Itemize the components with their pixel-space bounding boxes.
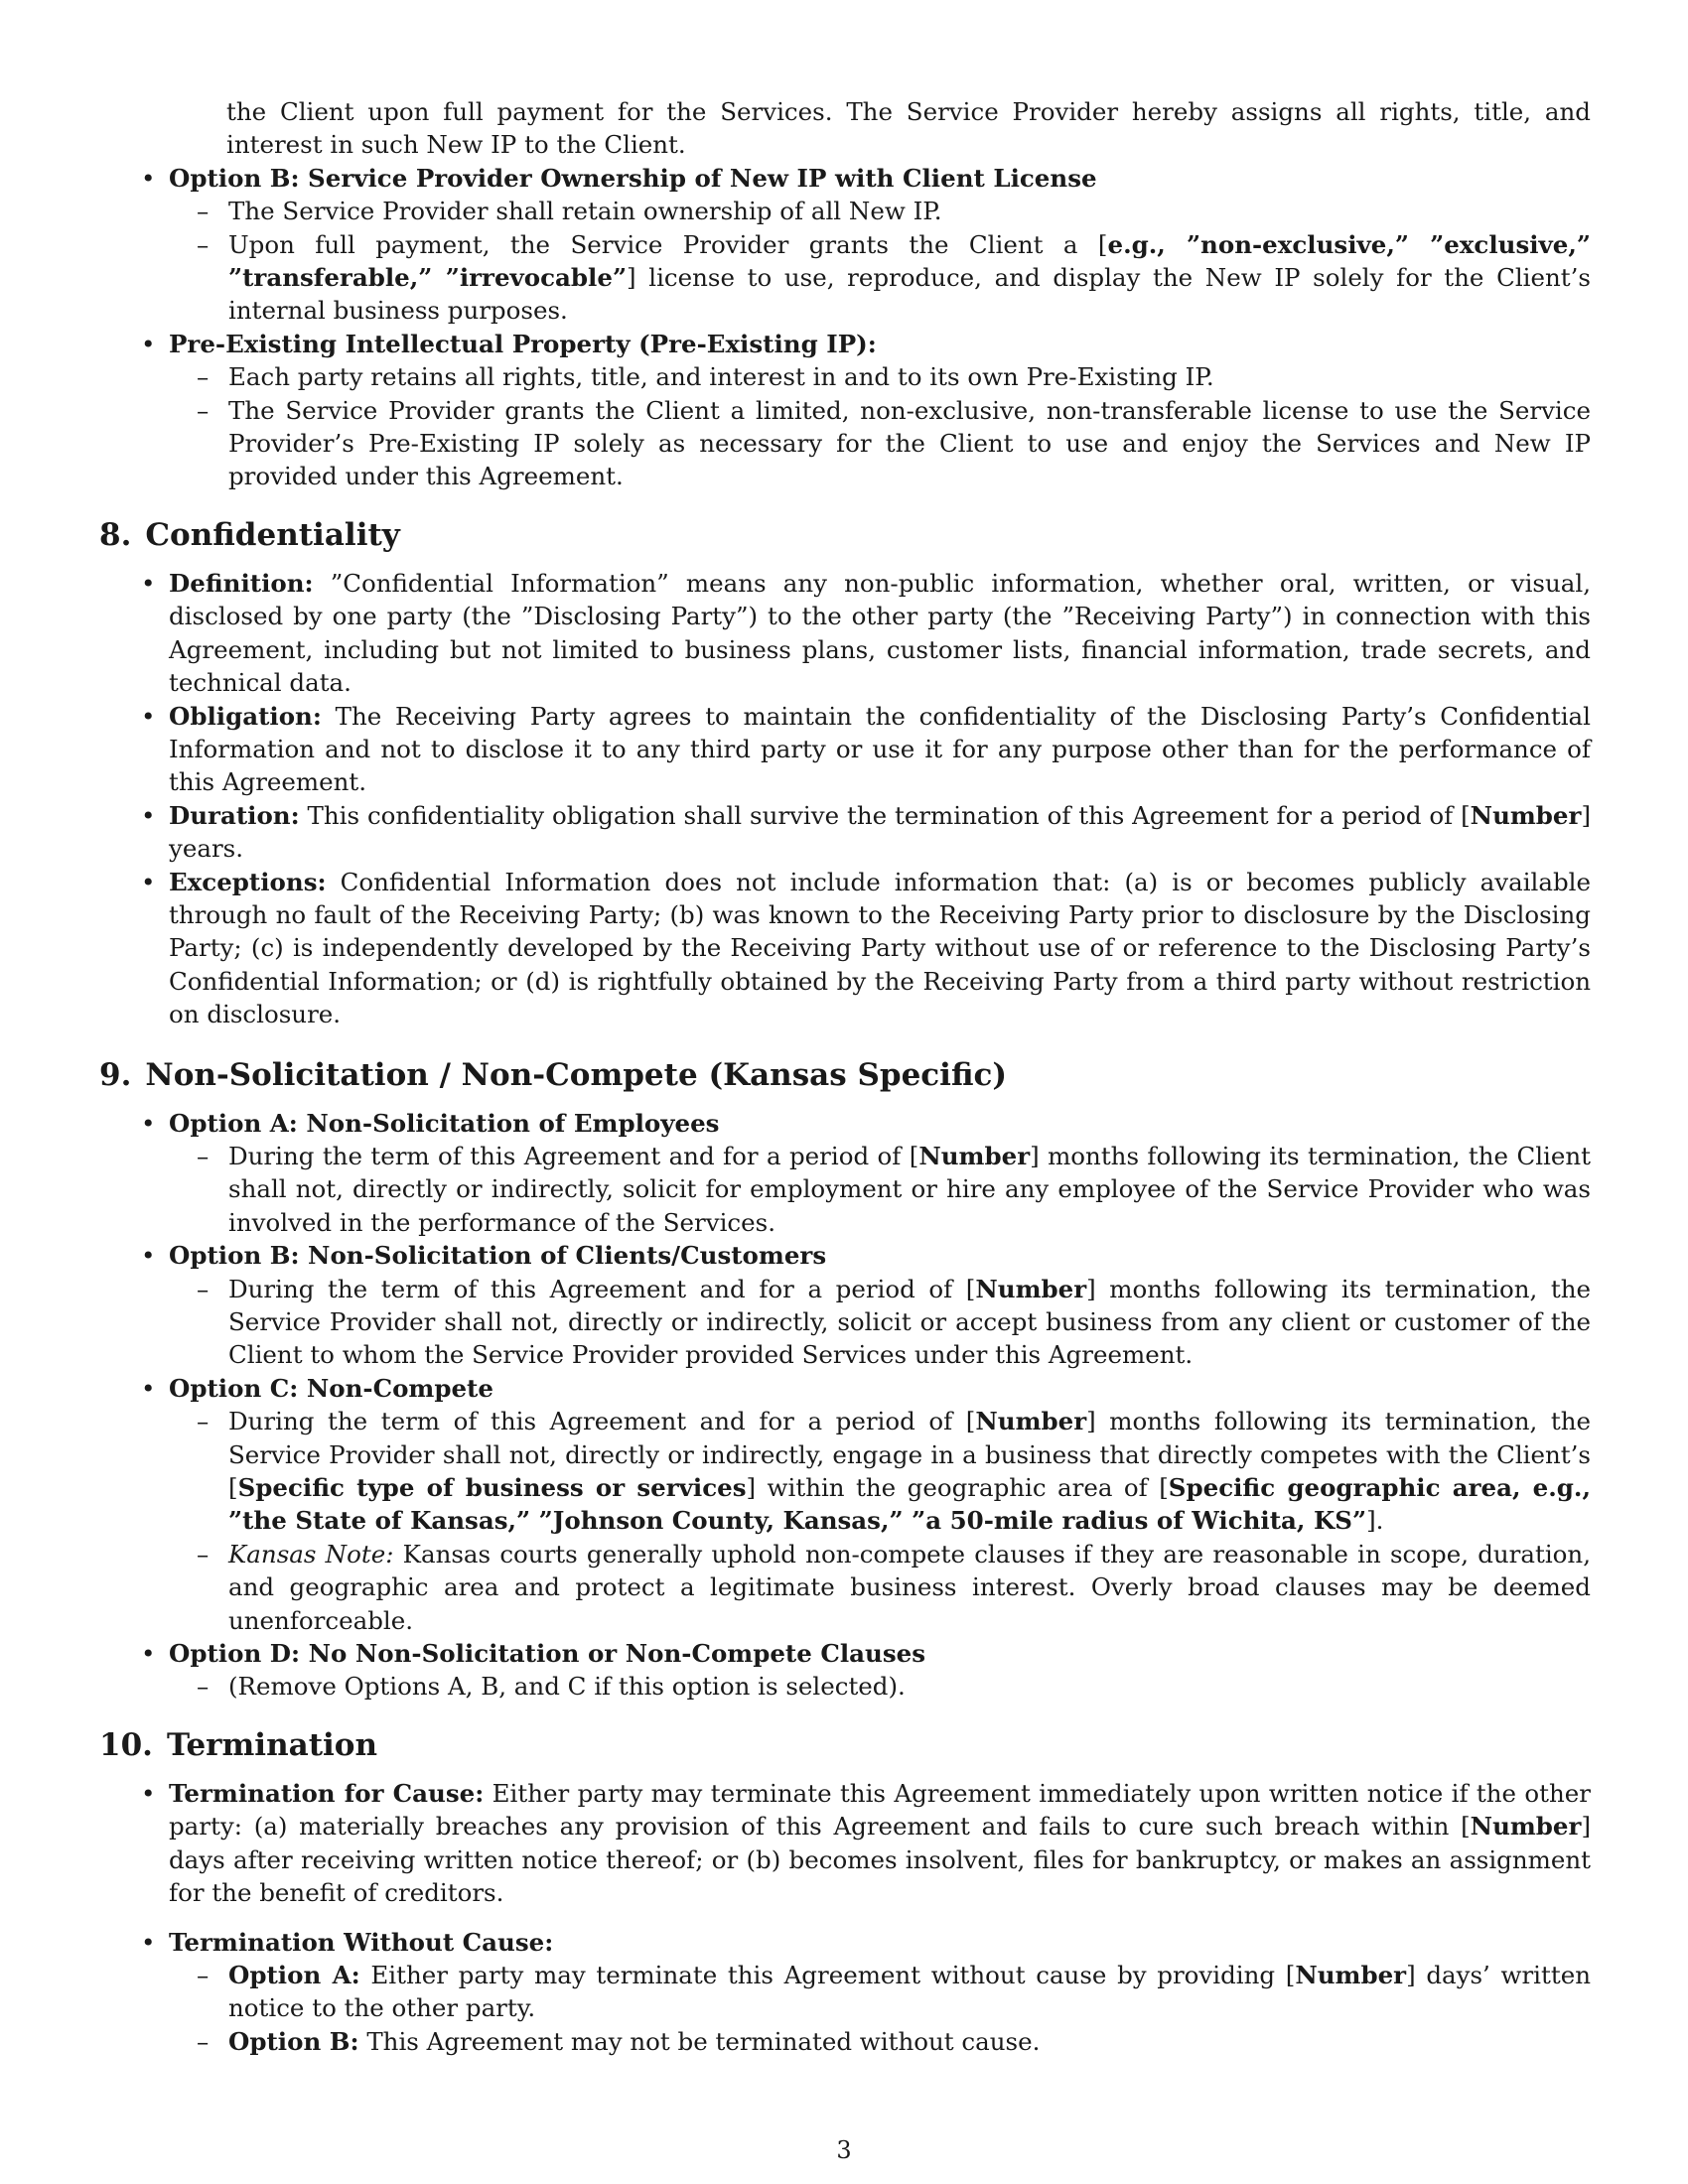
text-span: (Remove Options A, B, and C if this option is selected).	[228, 1672, 906, 1702]
pre-existing-ip-title: Pre-Existing Intellectual Property (Pre-Existing IP):	[169, 329, 877, 358]
section-heading-confidentiality	[99, 515, 1591, 555]
list-item	[169, 1239, 1591, 1372]
option-a-label: Option A:	[228, 1960, 360, 1989]
sub-list	[169, 1140, 1591, 1239]
number-placeholder: Number	[918, 1141, 1031, 1170]
section-number: 8.	[99, 516, 132, 553]
list-item	[228, 360, 1591, 393]
text-span: ].	[1366, 1506, 1384, 1536]
list-item	[228, 1140, 1591, 1239]
text-span: Each party retains all rights, title, and interest in and to its own Pre-Existing IP.	[228, 362, 1214, 392]
text-span: ] months following its termination, the Client shall not, directly or indirectly, solicit for employment or hire any employee of the Service Provider who was involved in the performance of the Services.	[228, 1141, 1591, 1237]
option-b-label: Option B:	[228, 2026, 359, 2056]
ip-option-b-title: Option B: Service Provider Ownership of New IP with Client License	[169, 163, 1097, 193]
list-item	[228, 1405, 1591, 1538]
list-item	[169, 1777, 1591, 1910]
termination-for-cause-label: Termination for Cause:	[169, 1778, 485, 1808]
list-item	[228, 1538, 1591, 1637]
section-title: Non-Solicitation / Non-Compete (Kansas Specific)	[145, 1056, 1008, 1093]
license-type-placeholder: e.g., ”non-exclusive,” ”exclusive,” ”transferable,” ”irrevocable”	[228, 229, 1592, 293]
obligation-text: The Receiving Party agrees to maintain the confidentiality of the Disclosing Party’s Confidential Information and not to disclose it to any third party or use it for any purpose other than for the performance of this Agreement.	[169, 701, 1591, 797]
definition-label: Definition:	[169, 568, 314, 598]
sub-list	[169, 360, 1591, 493]
sub-list	[169, 195, 1591, 328]
number-placeholder: Number	[975, 1274, 1087, 1303]
section-title: Confidentiality	[145, 516, 400, 553]
section-number: 9.	[99, 1056, 132, 1093]
section-title: Termination	[166, 1726, 378, 1763]
list-item	[169, 1372, 1591, 1637]
list-item	[228, 394, 1591, 493]
text-span: ] months following its termination, the Service Provider shall not, directly or indirectly, solicit or accept business from any client or customer of the Client to whom the Service Provider provided Services under this Agreement.	[228, 1274, 1591, 1370]
section-number: 10.	[99, 1726, 153, 1763]
text-span: Upon full payment, the Service Provider grants the Client a [	[228, 229, 1108, 259]
business-type-placeholder: Specific type of business or services	[237, 1473, 747, 1503]
text-span: This confidentiality obligation shall survive the termination of this Agreement for a period of [	[299, 800, 1471, 830]
section-heading-non-solicitation	[99, 1055, 1591, 1095]
text-span: ] days after receiving written notice thereof; or (b) becomes insolvent, files for bankruptcy, or makes an assignment for the benefit of creditors.	[169, 1812, 1591, 1908]
text-span: ] years.	[169, 800, 1591, 864]
kansas-note-text: Kansas courts generally uphold non-compete clauses if they are reasonable in scope, duration, and geographic area and protect a legitimate business interest. Overly broad clauses may be deemed unenforceable.	[228, 1539, 1591, 1635]
definition-text: ”Confidential Information” means any non-public information, whether oral, written, or visual, disclosed by one party (the ”Disclosing Party”) to the other party (the ”Receiving Party”) in connection with this Agreement, including but not limited to business plans, customer lists, financial information, trade secrets, and technical data.	[169, 568, 1591, 698]
text-span: ] days’ written notice to the other party.	[228, 1960, 1591, 2023]
list-item	[228, 2025, 1591, 2058]
ip-options-list	[99, 162, 1591, 493]
list-item	[169, 1926, 1591, 2059]
number-placeholder: Number	[1295, 1960, 1407, 1989]
text-span: Either party may terminate this Agreement immediately upon written notice if the other party: (a) materially breaches any provision of this Agreement and fails to cure such breach within [	[169, 1778, 1591, 1842]
list-item	[228, 1670, 1591, 1703]
sub-list	[169, 1959, 1591, 2058]
termination-without-cause-label: Termination Without Cause:	[169, 1927, 554, 1957]
list-item	[169, 162, 1591, 328]
termination-list	[99, 1777, 1591, 2058]
number-placeholder: Number	[1470, 1812, 1582, 1842]
continuation-paragraph: the Client upon full payment for the Services. The Service Provider hereby assigns all rights, title, and interest in such New IP to the Client.	[226, 97, 1591, 160]
list-item	[228, 195, 1591, 227]
list-item	[169, 799, 1591, 866]
exceptions-text: Confidential Information does not include information that: (a) is or becomes publicly available through no fault of the Receiving Party; (b) was known to the Receiving Party prior to disclosure by the Disclosing Party; (c) is independently developed by the Receiving Party without use of or reference to the Disclosing Party’s Confidential Information; or (d) is rightfully obtained by the Receiving Party from a third party without restriction on disclosure.	[169, 867, 1591, 1029]
list-item	[169, 866, 1591, 1031]
option-c-title: Option C: Non-Compete	[169, 1373, 493, 1403]
ip-option-b-retain-text: The Service Provider shall retain ownership of all New IP.	[228, 197, 942, 226]
confidentiality-list	[99, 567, 1591, 1031]
non-solicitation-list	[99, 1107, 1591, 1704]
sub-list	[169, 1405, 1591, 1637]
list-item	[169, 328, 1591, 493]
duration-label: Duration:	[169, 800, 300, 830]
list-item	[169, 700, 1591, 799]
option-d-title: Option D: No Non-Solicitation or Non-Compete Clauses	[169, 1639, 926, 1669]
text-span: Either party may terminate this Agreement without cause by providing [	[359, 1960, 1296, 1989]
list-item	[169, 1107, 1591, 1240]
text-span: During the term of this Agreement and for a period of [	[228, 1274, 976, 1303]
option-a-title: Option A: Non-Solicitation of Employees	[169, 1108, 720, 1138]
page-number: 3	[836, 2136, 852, 2164]
text-span: This Agreement may not be terminated without cause.	[358, 2026, 1041, 2056]
list-item	[169, 567, 1591, 700]
list-item	[228, 1273, 1591, 1372]
kansas-note-label: Kansas Note:	[228, 1539, 394, 1569]
text-span: The Service Provider grants the Client a limited, non-exclusive, non-transferable license to use the Service Provider’s Pre-Existing IP solely as necessary for the Client to use and enjoy the Services and New IP provided under this Agreement.	[228, 395, 1591, 491]
list-item	[169, 1637, 1591, 1704]
text-span: ] months following its termination, the Service Provider shall not, directly or indirectly, engage in a business that directly competes with the Client’s [	[228, 1407, 1591, 1503]
list-item	[228, 228, 1591, 328]
sub-list	[169, 1670, 1591, 1703]
text-span: ] within the geographic area of [	[746, 1473, 1169, 1503]
sub-list	[169, 1273, 1591, 1372]
option-b-title: Option B: Non-Solicitation of Clients/Customers	[169, 1241, 827, 1271]
obligation-label: Obligation:	[169, 701, 322, 731]
section-heading-termination	[99, 1725, 1591, 1765]
text-span: ] license to use, reproduce, and display the New IP solely for the Client’s internal business purposes.	[228, 263, 1591, 326]
text-span: During the term of this Agreement and for a period of [	[228, 1407, 976, 1436]
list-item	[228, 1959, 1591, 2025]
geographic-area-placeholder: Specific geographic area, e.g., ”the State of Kansas,” ”Johnson County, Kansas,” ”a 50-mile radius of Wichita, KS”	[228, 1473, 1591, 1536]
number-placeholder: Number	[1470, 800, 1582, 830]
page-content	[99, 95, 1591, 2058]
text-span: During the term of this Agreement and for a period of [	[228, 1141, 919, 1170]
exceptions-label: Exceptions:	[169, 867, 327, 896]
number-placeholder: Number	[975, 1407, 1087, 1436]
